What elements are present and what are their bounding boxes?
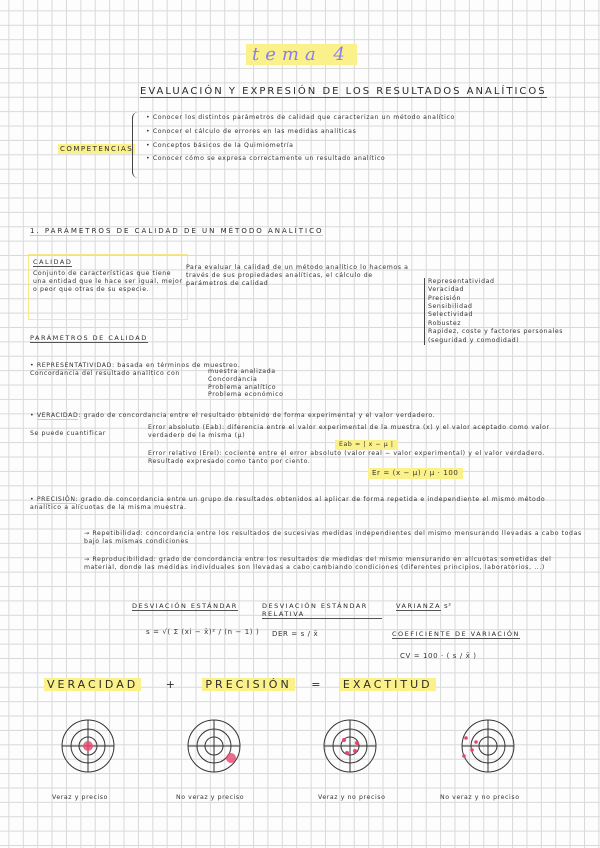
list-item: Veracidad — [428, 286, 465, 294]
desv-formula: s = √( Σ (xi − x̄)² / (n − 1) ) — [146, 628, 260, 636]
target-caption: Veraz y preciso — [52, 794, 109, 801]
evaluar-text: Para evaluar la calidad de un método analítico lo hacemos a través de sus propiedades analíticas, el cálculo de parámetros de calidad — [186, 264, 409, 287]
veracidad-text: • VERACIDAD: grado de concordancia entre el resultado obtenido de forma experimental y el valor verdadero. — [30, 412, 436, 419]
list-item: • Conceptos básicos de la Quimiometría — [146, 141, 294, 149]
list-item: • Conocer el cálculo de errores en las medidas analíticas — [146, 127, 357, 135]
target-icon — [320, 716, 380, 776]
reproducibilidad-text: → Reproducibilidad: grado de concordancia entre los resultados de medidas del mismo mensurando en alícuotas sometidas del material, donde las medidas individuales son llevadas a cabo cambiando condiciones (diferentes principios, laboratorios, ...) — [84, 556, 552, 571]
brace-divider — [132, 112, 141, 178]
target-icon — [458, 716, 518, 776]
list-item: Rapidez, coste y factores personales (seguridad y comodidad) — [428, 328, 564, 344]
abs-error-text: Error absoluto (Eab): diferencia entre el valor experimental de la muestra (x) y el valor aceptado como valor verdadero de la misma (µ) — [148, 424, 550, 439]
list-item: • Conocer cómo se expresa correctamente un resultado analítico — [146, 155, 386, 163]
page-subtitle: EVALUACIÓN Y EXPRESIÓN DE LOS RESULTADOS ANALÍTICOS — [140, 86, 547, 97]
competencias-label: COMPETENCIAS — [60, 145, 134, 153]
veracidad-sub: Se puede cuantificar — [30, 430, 106, 437]
target-caption: Veraz y no preciso — [318, 794, 386, 801]
parametros-label: PARÁMETROS DE CALIDAD — [30, 334, 148, 342]
accuracy-equation: VERACIDAD + PRECISIÓN = EXACTITUD — [44, 678, 436, 691]
representatividad-branches: muestra analizada Concordancia Problema analítico Problema económico — [208, 368, 284, 399]
page-title: tema 4 — [246, 44, 357, 65]
repetibilidad-text: → Repetibilidad: concordancia entre los resultados de sucesivas medidas independientes del mismo mensurando llevadas a cabo todas bajo las mismas condiciones — [84, 530, 582, 545]
list-item: • Conocer los distintos parámetros de calidad que caracterizan un método analítico — [146, 114, 455, 121]
precision-text: • PRECISIÓN: grado de concordancia entre un grupo de resultados obtenidos al aplicar de forma repetida e independiente el mismo método analítico a alícuotas de la misma muestra. — [30, 496, 546, 511]
list-item: Precisión — [428, 294, 462, 302]
competencias-list — [146, 114, 586, 169]
desv-rel-label: DESVIACIÓN ESTÁNDAR RELATIVA — [262, 602, 382, 619]
properties-list — [424, 278, 598, 345]
cv-label: COEFICIENTE DE VARIACIÓN — [392, 630, 520, 638]
rel-error-text: Error relativo (Erel): cociente entre el error absoluto (valor real − valor experimental) y el valor verdadero. Resultado expresado como tanto por ciento. — [148, 450, 545, 465]
calidad-definition: Conjunto de características que tiene una entidad que le hace ser igual, mejor o peor que otras de su especie. — [33, 270, 183, 293]
calidad-label: CALIDAD — [33, 258, 73, 266]
calidad-box — [28, 254, 188, 320]
list-item: Robustez — [428, 319, 462, 327]
section-heading: 1. PARÁMETROS DE CALIDAD DE UN MÉTODO ANALÍTICO — [30, 227, 324, 235]
varianza-formula: s² — [444, 602, 452, 610]
cv-formula: CV = 100 · ( s / x̄ ) — [400, 652, 477, 660]
desv-label: DESVIACIÓN ESTÁNDAR — [132, 602, 238, 610]
target-caption: No veraz y preciso — [176, 794, 245, 801]
list-item: Selectividad — [428, 311, 474, 319]
target-icon — [184, 716, 244, 776]
list-item: Representatividad — [428, 278, 495, 285]
list-item: Sensibilidad — [428, 303, 473, 311]
desv-rel-formula: DER = s / x̄ — [272, 630, 319, 638]
representatividad-text: • REPRESENTATIVIDAD: basada en términos de muestreo. Concordancia del resultado analítico con — [30, 362, 241, 377]
target-caption: No veraz y no preciso — [440, 794, 520, 801]
abs-error-formula: Eab = | x − µ | — [335, 440, 398, 450]
rel-error-formula: Er = (x − µ) / µ · 100 — [368, 468, 463, 479]
target-icon — [58, 716, 118, 776]
varianza-label: VARIANZA — [396, 602, 442, 610]
